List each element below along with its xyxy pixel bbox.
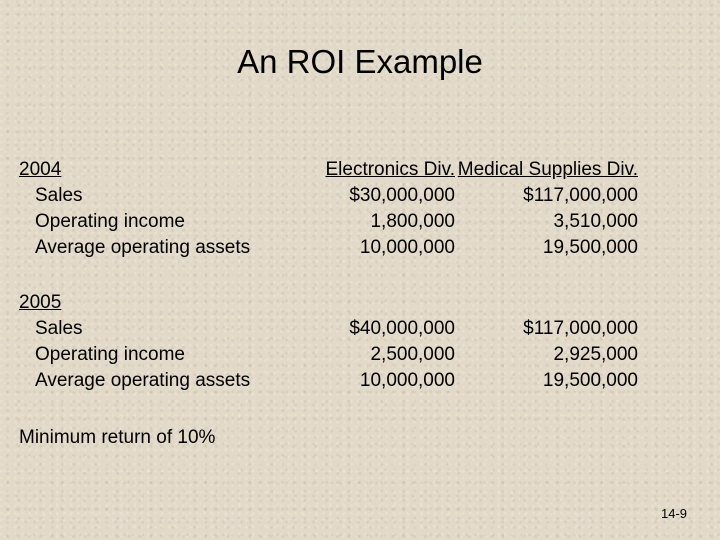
electronics-2004-operating-income: 1,800,000: [370, 211, 455, 232]
medical-2005-average-assets: 19,500,000: [542, 370, 638, 391]
minimum-return-note: Minimum return of 10%: [19, 427, 216, 448]
electronics-2005-sales: $40,000,000: [349, 318, 455, 339]
year-2005-label: 2005: [19, 292, 62, 313]
electronics-2005-operating-income: 2,500,000: [370, 344, 455, 365]
electronics-column-header: Electronics Div.: [325, 159, 455, 180]
row-label-2005-operating-income: Operating income: [35, 344, 185, 365]
row-label-2004-average-assets: Average operating assets: [35, 237, 251, 258]
row-label-2005-average-assets: Average operating assets: [35, 370, 251, 391]
page-title: An ROI Example: [237, 43, 483, 80]
row-label-2005-sales: Sales: [35, 318, 83, 339]
medical-2004-average-assets: 19,500,000: [542, 237, 638, 258]
electronics-2004-sales: $30,000,000: [349, 185, 455, 206]
medical-2005-operating-income: 2,925,000: [553, 344, 638, 365]
medical-column-header: Medical Supplies Div.: [457, 159, 638, 180]
medical-2004-sales: $117,000,000: [523, 185, 638, 206]
year-2004-label: 2004: [19, 159, 62, 180]
medical-2004-operating-income: 3,510,000: [553, 211, 638, 232]
row-label-2004-sales: Sales: [35, 185, 83, 206]
slide-number: 14-9: [661, 506, 688, 521]
electronics-2004-average-assets: 10,000,000: [359, 237, 455, 258]
electronics-2005-average-assets: 10,000,000: [359, 370, 455, 391]
row-label-2004-operating-income: Operating income: [35, 211, 185, 232]
medical-2005-sales: $117,000,000: [523, 318, 638, 339]
